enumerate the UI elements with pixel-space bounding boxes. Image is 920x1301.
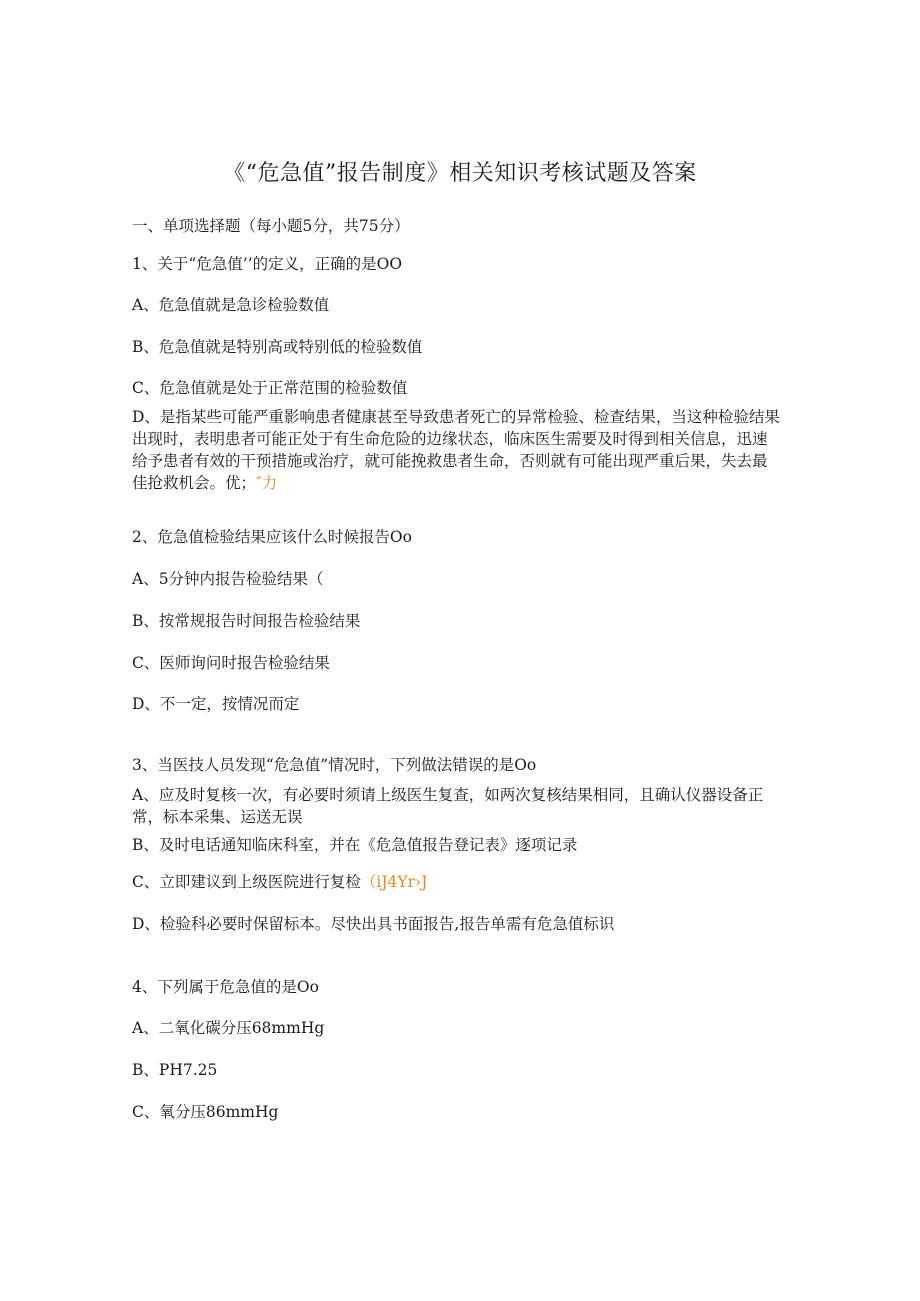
q1-option-b: B、危急值就是特别高或特别低的检验数值 [132,338,423,356]
page-title: 《“危急值”报告制度》相关知识考核试题及答案 [223,161,697,186]
q4-option-b: B、PH7.25 [132,1061,218,1079]
q1-option-c: C、危急值就是处于正常范围的检验数值 [132,379,408,397]
answer-mark: ″力 [256,474,278,492]
q4-option-c: C、氧分压86mmHg [132,1103,279,1121]
q2-option-b: B、按常规报告时间报告检验结果 [132,612,361,630]
q4-stem: 4、下列属于危急值的是Oo [132,978,319,996]
q2-option-a: A、5分钟内报告检验结果（ [132,570,324,588]
q3-option-a: A、应及时复核一次，有必要时须请上级医生复查，如两次复核结果相同，且确认仪器设备正常，标本采集、运送无误 [132,786,764,826]
q2-stem: 2、危急值检验结果应该什么时候报告Oo [132,528,412,546]
q3-option-b: B、及时电话通知临床科室，并在《危急值报告登记表》逐项记录 [132,836,578,854]
q3-option-c [132,871,427,893]
q1-stem: 1、关于“危急值’’的定义，正确的是OO [132,255,403,273]
q2-option-c: C、医师询问时报告检验结果 [132,654,330,672]
q3-stem: 3、当医技人员发现“危急值”情况时，下列做法错误的是Oo [132,756,537,774]
q2-option-d: D、不一定，按情况而定 [132,695,300,713]
section-heading: 一、单项选择题（每小题5分，共75分） [132,217,410,235]
answer-mark: （iJ4Yr›J [360,873,428,891]
q3-option-d: D、检验科必要时保留标本。尽快出具书面报告,报告单需有危急值标识 [132,915,615,933]
q3-option-c-text: C、立即建议到上级医院进行复检 [132,873,361,891]
q1-option-d-text: D、是指某些可能严重影响患者健康甚至导致患者死亡的异常检验、检查结果，当这种检验结果出现时，表明患者可能正处于有生命危险的边缘状态，临床医生需要及时得到相关信息，迅速给予患者有效的干预措施或治疗，就可能挽救患者生命，否则就有可能出现严重后果，失去最佳抢救机会。优； [132,408,780,492]
q1-option-a: A、危急值就是急诊检验数值 [132,296,330,314]
q4-option-a: A、二氧化碳分压68mmHg [132,1019,325,1037]
q1-option-d [132,406,782,494]
